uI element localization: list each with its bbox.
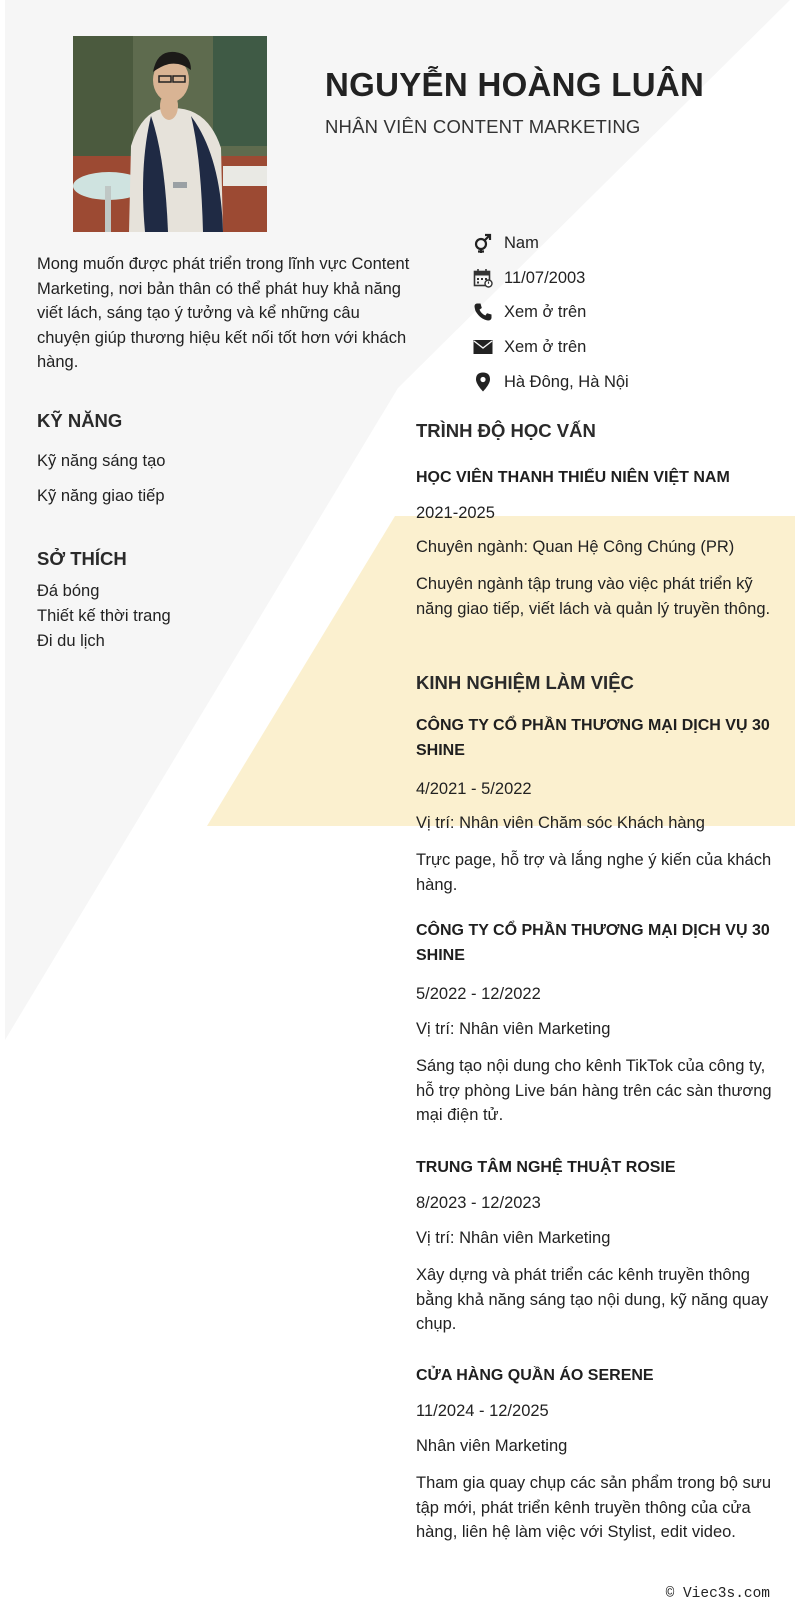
watermark: © Viec3s.com — [665, 1586, 770, 1602]
job-position: Vị trí: Nhân viên Chăm sóc Khách hàng — [416, 814, 705, 832]
contact-birthday — [472, 266, 585, 290]
email-value: Xem ở trên — [504, 337, 587, 356]
skill-item: Kỹ năng sáng tạo — [37, 452, 166, 470]
hobbies-heading: SỞ THÍCH — [37, 548, 127, 569]
candidate-name: NGUYỄN HOÀNG LUÂN — [325, 66, 705, 103]
job-position: Vị trí: Nhân viên Marketing — [416, 1020, 611, 1038]
career-objective: Mong muốn được phát triển trong lĩnh vực Content Marketing, nơi bản thân có thể phát huy khả năng viết lách, sáng tạo ý tưởng và kể những câu chuyện giúp thương hiệu kết nối tốt hơn với khách hàng. — [37, 255, 410, 372]
hobby-item: Thiết kế thời trang — [37, 607, 171, 625]
contact-address — [472, 370, 629, 394]
location-pin-icon — [472, 371, 494, 393]
job-company: CÔNG TY CỔ PHẦN THƯƠNG MẠI DỊCH VỤ 30 SHINE — [416, 717, 770, 759]
envelope-icon — [472, 336, 494, 358]
skill-item: Kỹ năng giao tiếp — [37, 487, 165, 505]
job-position: Vị trí: Nhân viên Marketing — [416, 1229, 611, 1247]
address-value: Hà Đông, Hà Nội — [504, 372, 629, 391]
education-description: Chuyên ngành tập trung vào việc phát triển kỹ năng giao tiếp, viết lách và quản lý truyền thông. — [416, 575, 771, 618]
gender-value: Nam — [504, 233, 539, 252]
job-description: Sáng tạo nội dung cho kênh TikTok của công ty, hỗ trợ phòng Live bán hàng trên các sàn thương mại điện tử. — [416, 1057, 772, 1124]
experience-heading: KINH NGHIỆM LÀM VIỆC — [416, 672, 634, 693]
job-description: Xây dựng và phát triển các kênh truyền thông bằng khả năng sáng tạo nội dung, kỹ năng quay chụp. — [416, 1266, 769, 1333]
birthday-value: 11/07/2003 — [504, 268, 586, 287]
job-period: 5/2022 - 12/2022 — [416, 985, 541, 1003]
school-name: HỌC VIÊN THANH THIẾU NIÊN VIỆT NAM — [416, 469, 730, 486]
hobby-item: Đi du lịch — [37, 632, 105, 650]
job-position: Nhân viên Marketing — [416, 1437, 568, 1455]
job-period: 8/2023 - 12/2023 — [416, 1194, 541, 1212]
skills-heading: KỸ NĂNG — [37, 410, 123, 431]
job-period: 11/2024 - 12/2025 — [416, 1402, 549, 1420]
calendar-icon — [472, 267, 494, 289]
education-major: Chuyên ngành: Quan Hệ Công Chúng (PR) — [416, 538, 735, 556]
job-description: Trực page, hỗ trợ và lắng nghe ý kiến của khách hàng. — [416, 851, 772, 894]
phone-value: Xem ở trên — [504, 302, 587, 321]
profile-photo — [73, 36, 267, 232]
job-company: TRUNG TÂM NGHỆ THUẬT ROSIE — [416, 1159, 676, 1176]
job-period: 4/2021 - 5/2022 — [416, 780, 532, 798]
job-description: Tham gia quay chụp các sản phẩm trong bộ sưu tập mới, phát triển kênh truyền thông của cửa hàng, liên hệ làm việc với Stylist, edit video. — [416, 1474, 771, 1541]
hobby-item: Đá bóng — [37, 582, 100, 600]
job-company: CÔNG TY CỔ PHẦN THƯƠNG MẠI DỊCH VỤ 30 SHINE — [416, 922, 770, 964]
job-company: CỬA HÀNG QUẦN ÁO SERENE — [416, 1367, 654, 1384]
contact-gender — [472, 231, 539, 255]
contact-phone — [472, 300, 586, 324]
phone-icon — [472, 301, 494, 323]
gender-icon — [472, 232, 494, 254]
education-period: 2021-2025 — [416, 504, 495, 522]
education-heading: TRÌNH ĐỘ HỌC VẤN — [416, 420, 596, 441]
contact-email — [472, 335, 586, 359]
job-title: NHÂN VIÊN CONTENT MARKETING — [325, 116, 641, 137]
